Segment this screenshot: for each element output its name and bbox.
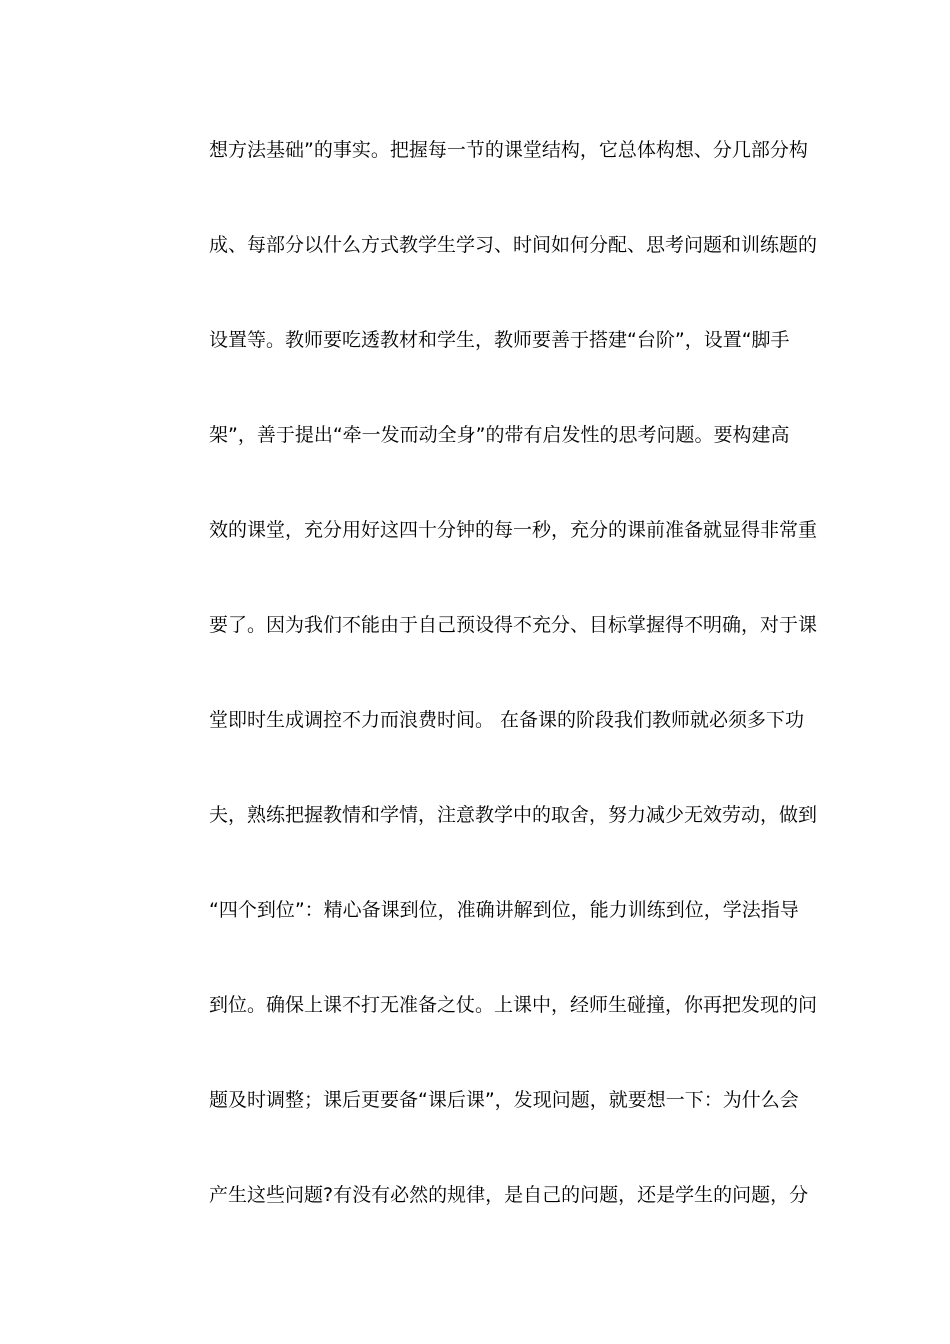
text-line: 题及时调整；课后更要备“课后课”，发现问题，就要想一下：为什么会 bbox=[209, 1089, 799, 1111]
body-text bbox=[209, 132, 818, 1272]
text-line: 要了。因为我们不能由于自己预设得不充分、目标掌握得不明确，对于课 bbox=[209, 614, 818, 636]
text-line: “四个到位”：精心备课到位，准确讲解到位，能力训练到位，学法指导 bbox=[209, 899, 799, 921]
text-line: 成、每部分以什么方式教学生学习、时间如何分配、思考问题和训练题的 bbox=[209, 234, 818, 256]
text-line: 设置等。教师要吃透教材和学生，教师要善于搭建“台阶”，设置“脚手 bbox=[209, 329, 790, 351]
text-line: 架”，善于提出“牵一发而动全身”的带有启发性的思考问题。要构建高 bbox=[209, 424, 790, 446]
text-line: 产生这些问题?有没有必然的规律，是自己的问题，还是学生的问题，分 bbox=[209, 1184, 809, 1206]
text-line: 想方法基础”的事实。把握每一节的课堂结构，它总体构想、分几部分构 bbox=[209, 139, 808, 161]
text-line: 堂即时生成调控不力而浪费时间。 在备课的阶段我们教师就必须多下功 bbox=[209, 709, 805, 731]
text-line: 夫，熟练把握教情和学情，注意教学中的取舍，努力减少无效劳动，做到 bbox=[209, 804, 818, 826]
text-line: 到位。确保上课不打无准备之仗。上课中，经师生碰撞，你再把发现的问 bbox=[209, 994, 818, 1016]
text-line: 效的课堂，充分用好这四十分钟的每一秒，充分的课前准备就显得非常重 bbox=[209, 519, 818, 541]
